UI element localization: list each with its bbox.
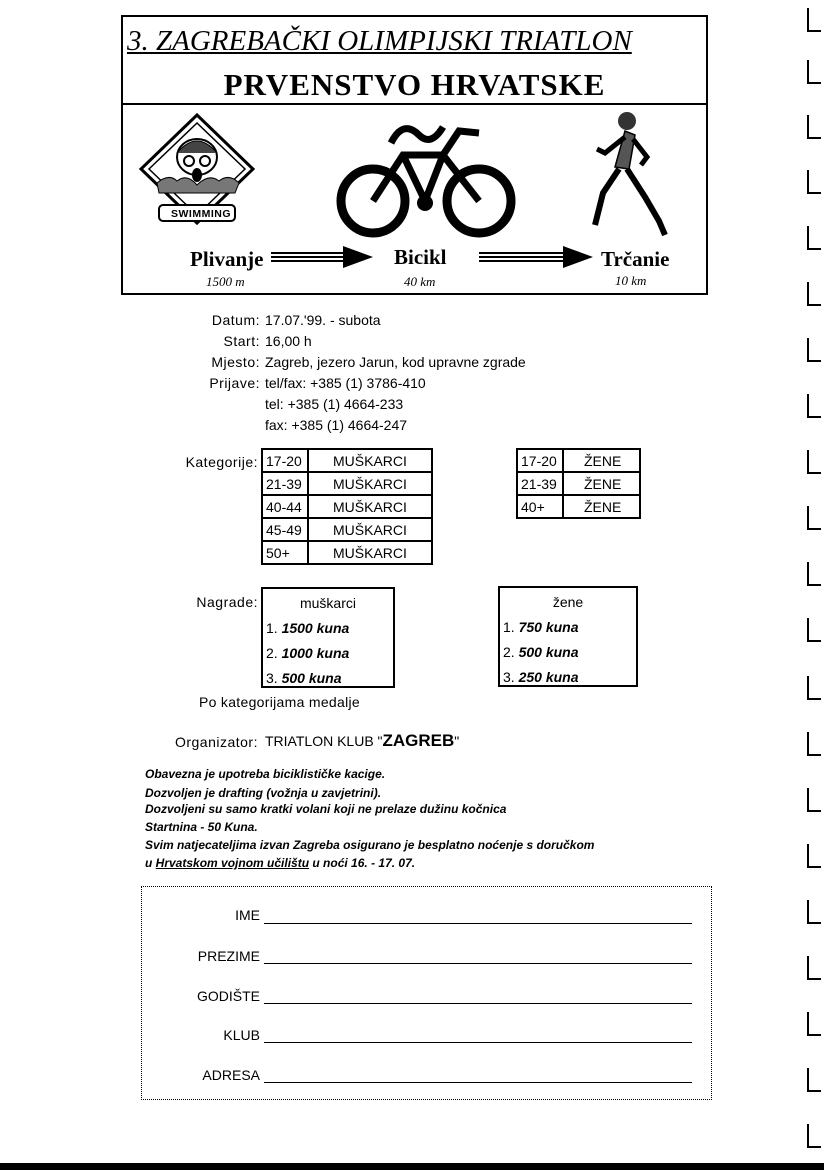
category-group: MUŠKARCI [308,518,432,541]
women-prizes-heading: žene [552,594,584,610]
distance-bike: 40 km [404,274,436,289]
women-categories-table [516,448,641,519]
table-row [517,495,640,518]
category-group: MUŠKARCI [308,495,432,518]
table-row [262,449,432,472]
form-label-birthyear: GODIŠTE [196,988,260,1004]
category-group: ŽENE [563,472,640,495]
info-value-start: 16,00 h [265,333,312,349]
championship-title: PRVENSTVO HRVATSKE [223,67,606,102]
table-row [262,472,432,495]
table-row [517,472,640,495]
bicycle-icon [333,113,519,243]
category-age: 40+ [517,495,563,518]
binder-ring-icon [807,956,821,980]
prize-item: 3. 500 kuna [266,670,342,686]
rule-handlebars: Dozvoljeni su samo kratki volani koji ne prelaze dužinu kočnica [145,802,507,816]
info-label-entries: Prijave: [209,375,260,391]
form-label-address: ADRESA [202,1067,260,1083]
arrow-right-icon [271,243,375,271]
binder-ring-icon [807,676,821,700]
category-age: 17-20 [517,449,563,472]
info-value-tel: tel: +385 (1) 4664-233 [265,396,404,412]
address-field[interactable] [264,1082,692,1083]
binder-ring-icon [807,8,821,32]
rule-helmet: Obavezna je upotreba biciklističke kacige. [145,767,386,781]
binder-ring-icon [807,170,821,194]
header-box [121,15,708,295]
organizer-value [265,731,459,751]
organizer-name: ZAGREB [382,731,455,750]
table-row [262,541,432,564]
prize-item: 2. 500 kuna [503,644,579,660]
binder-ring-icon [807,115,821,139]
binder-ring-icon [807,562,821,586]
category-age: 40-44 [262,495,308,518]
scan-edge [0,1163,824,1170]
table-row [262,495,432,518]
category-age: 21-39 [262,472,308,495]
category-group: MUŠKARCI [308,541,432,564]
binder-ring-icon [807,338,821,362]
men-prizes-box [261,587,395,688]
arrow-right-icon [479,243,595,271]
medals-note: Po kategorijama medalje [199,694,360,710]
club-field[interactable] [264,1042,692,1043]
info-label-place: Mjesto: [211,354,260,370]
rule-accommodation-place: u Hrvatskom vojnom učilištu u noći 16. - 17. 07. [145,856,416,870]
distance-run: 10 km [615,273,647,288]
binder-ring-icon [807,394,821,418]
binder-ring-icon [807,1012,821,1036]
men-categories-table [261,448,433,565]
entry-form [141,886,712,1100]
binder-ring-icon [807,1068,821,1092]
binder-ring-icon [807,282,821,306]
binder-ring-icon [807,900,821,924]
prizes-label: Nagrade: [196,594,258,610]
discipline-bike: Bicikl [394,245,447,269]
organizer-label: Organizator: [174,734,258,750]
binder-ring-icon [807,506,821,530]
binder-ring-icon [807,732,821,756]
rule-fee: Startnina - 50 Kuna. [145,820,258,834]
men-prizes-heading: muškarci [299,595,356,611]
swimming-badge: SWIMMING [171,208,231,220]
category-group: MUŠKARCI [308,472,432,495]
women-prizes-box [498,586,638,687]
runner-icon [585,109,675,241]
event-title: 3. ZAGREBAČKI OLIMPIJSKI TRIATLON [127,25,632,57]
discipline-run: Trčanie [601,247,670,271]
category-age: 21-39 [517,472,563,495]
prize-item: 1. 1500 kuna [266,620,350,636]
table-row [262,518,432,541]
binder-ring-icon [807,60,821,84]
organizer-suffix: " [454,733,460,749]
binder-ring-icon [807,844,821,868]
title-band [123,17,706,105]
info-label-start: Start: [223,333,260,349]
rule-drafting: Dozvoljen je drafting (vožnja u zavjetrini). [145,786,382,800]
category-group: ŽENE [563,495,640,518]
discipline-swim: Plivanje [190,247,264,271]
prize-item: 3. 250 kuna [503,669,579,685]
category-age: 17-20 [262,449,308,472]
info-value-date: 17.07.'99. - subota [265,312,381,328]
form-label-name: IME [235,907,260,923]
distance-swim: 1500 m [206,274,245,289]
category-group: ŽENE [563,449,640,472]
table-row [517,449,640,472]
category-age: 45-49 [262,518,308,541]
organizer-prefix: TRIATLON KLUB " [265,733,383,749]
prize-item: 1. 750 kuna [503,619,579,635]
info-value-place: Zagreb, jezero Jarun, kod upravne zgrade [265,354,526,370]
birthyear-field[interactable] [264,1003,692,1004]
military-school: Hrvatskom vojnom učilištu [155,856,310,870]
category-group: MUŠKARCI [308,449,432,472]
surname-field[interactable] [264,963,692,964]
binder-ring-icon [807,618,821,642]
form-label-surname: PREZIME [197,948,260,964]
info-value-telfax: tel/fax: +385 (1) 3786-410 [265,375,426,391]
rule-accommodation: Svim natjecateljima izvan Zagreba osigurano je besplatno noćenje s doručkom [145,838,595,852]
info-value-fax: fax: +385 (1) 4664-247 [265,417,408,433]
category-age: 50+ [262,541,308,564]
binder-ring-icon [807,226,821,250]
prize-item: 2. 1000 kuna [266,645,350,661]
name-field[interactable] [264,923,692,924]
binder-ring-icon [807,1124,821,1148]
binder-ring-icon [807,450,821,474]
form-label-club: KLUB [223,1027,260,1043]
info-label-date: Datum: [211,312,260,328]
categories-label: Kategorije: [185,454,258,470]
binder-ring-icon [807,788,821,812]
